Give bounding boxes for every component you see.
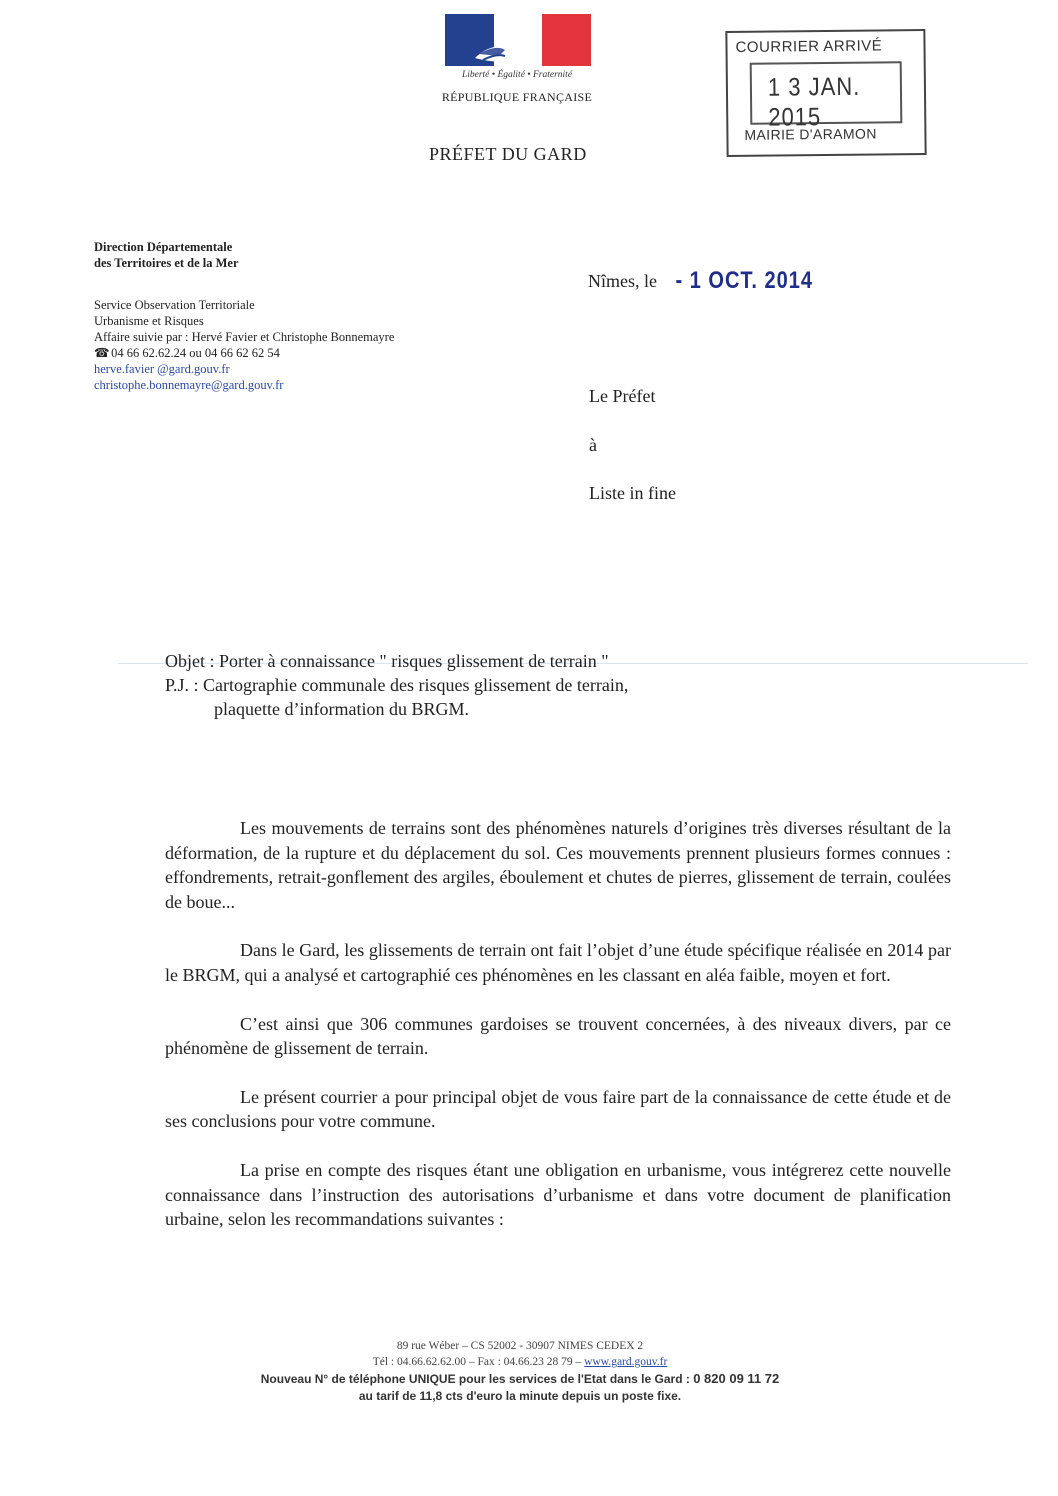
email-favier[interactable]: herve.favier @gard.gouv.fr [94,362,230,376]
motto: Liberté • Égalité • Fraternité [461,70,573,80]
body-paragraph-1: Les mouvements de terrains sont des phénomènes naturels d’origines très diverses résultant de la déformation, de la rupture et du déplacement du sol. Ces mouvements prennent plusieurs formes connues : effondrements, retrait-gonflement des argiles, éboulement et chutes de pierres, glissement de terrain, coulées de boue... [165,818,951,912]
prefet-title: PRÉFET DU GARD [429,144,587,164]
republique-francaise: RÉPUBLIQUE FRANÇAISE [441,90,593,104]
body-paragraph-2: Dans le Gard, les glissements de terrain ont fait l’objet d’une étude spécifique réalisée en 2014 par le BRGM, qui a analysé et cartographié ces phénomènes en les classant en aléa faible, moyen et fort. [165,940,951,985]
letter-body [165,816,951,1256]
date-prefix: Nîmes, le [588,271,657,291]
body-paragraph-4: Le présent courrier a pour principal objet de vous faire part de la connaissance de cette étude et de ses conclusions pour votre commune. [165,1086,951,1132]
pj-line-continued: plaquette d’information du BRGM. [214,699,469,719]
recipient-list: Liste in fine [589,483,676,503]
objet-line: Objet : Porter à connaissance " risques glissement de terrain " [165,651,609,671]
recipient-to: à [589,435,597,455]
footer-tarif: au tarif de 11,8 cts d'euro la minute depuis un poste fixe. [358,1389,682,1403]
affaire-suivie: Affaire suivie par : Hervé Favier et Christophe Bonnemayre [94,330,395,344]
stamp-date-box [750,61,903,132]
body-paragraph-3: C’est ainsi que 306 communes gardoises se trouvent concernées, à des niveaux divers, par ce phénomène de glissement de terrain. [165,1013,951,1059]
marianne-logo [441,14,593,110]
service-line1: Service Observation Territoriale [94,298,255,312]
email-bonnemayre[interactable]: christophe.bonnemayre@gard.gouv.fr [94,378,284,392]
footer-unique-number: 0 820 09 11 72 [693,1371,780,1386]
footer-website-link[interactable]: www.gard.gouv.fr [584,1356,668,1368]
stamp-top-text: COURRIER ARRIVÉ [735,37,883,56]
courrier-arrive-stamp [725,29,926,157]
phone-icon: ☎ [94,346,110,360]
direction-line2: des Territoires et de la Mer [94,256,239,270]
body-paragraph-5: La prise en compte des risques étant une obligation en urbanisme, vous intégrerez cette nouvelle connaissance dans l’instruction des autorisations d’urbanisme et dans votre document de planification urbaine, selon les recommandations suivantes : [165,1159,951,1230]
direction-line1: Direction Départementale [94,240,233,254]
service-line2: Urbanisme et Risques [94,314,204,328]
date-stamp: - 1 OCT. 2014 [675,267,814,295]
marianne-flag-icon [445,14,591,66]
date-line [588,267,814,295]
sender-block [94,239,394,393]
pj-line: P.J. : Cartographie communale des risques glissement de terrain, [165,675,629,695]
footer-address: 89 rue Wéber – CS 52002 - 30907 NIMES CEDEX 2 [396,1340,644,1352]
phone-numbers: 04 66 62.62.24 ou 04 66 62 62 54 [111,346,280,360]
footer-unique-prefix: Nouveau N° de téléphone UNIQUE pour les services de l'Etat dans le Gard : [260,1372,690,1386]
footer-contact [170,1354,870,1370]
stamp-bottom-text: MAIRIE D'ARAMON [744,125,877,143]
recipient-from: Le Préfet [589,386,656,406]
objet-block [165,649,628,721]
phone-line [94,345,394,361]
footer-tel-fax: Tél : 04.66.62.62.00 – Fax : 04.66.23 28 79 – [372,1356,582,1368]
footer-unique-line [170,1370,870,1388]
footer [170,1338,870,1405]
stamp-date: 1 3 JAN. 2015 [767,71,861,132]
